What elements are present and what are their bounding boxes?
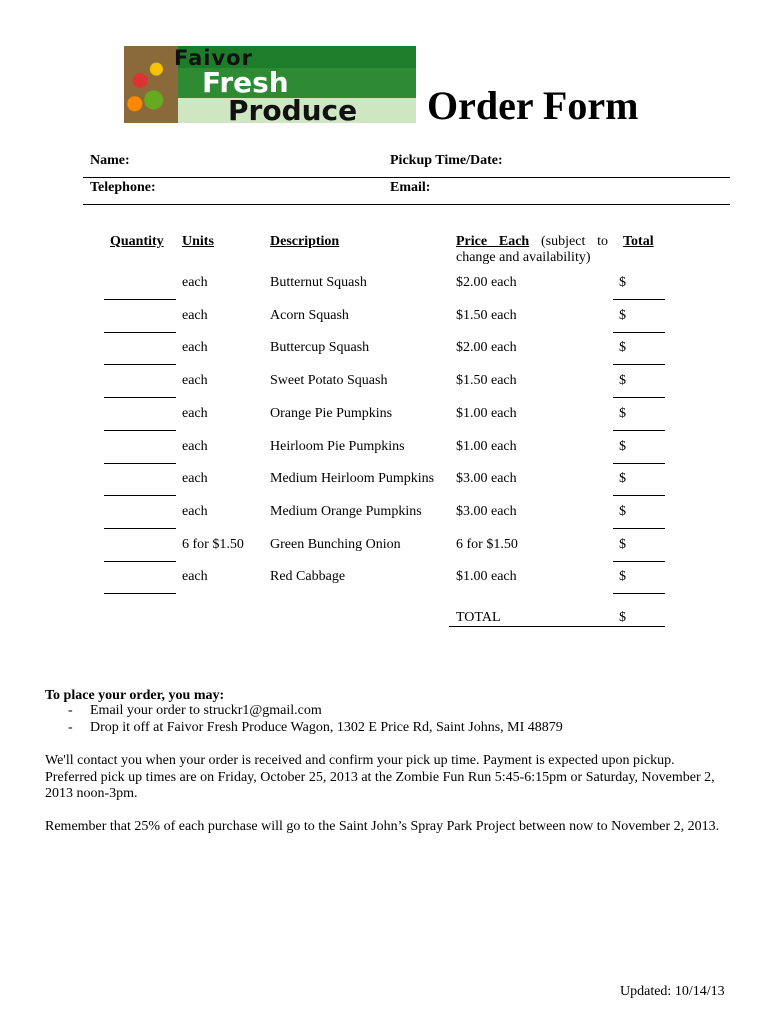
- total-input-line[interactable]: [613, 397, 665, 398]
- item-total: $: [619, 569, 626, 585]
- item-description: Green Bunching Onion: [270, 536, 401, 552]
- item-units: 6 for $1.50: [182, 536, 244, 552]
- item-description: Orange Pie Pumpkins: [270, 405, 393, 421]
- option-dropoff: - Drop it off at Faivor Fresh Produce Wagon, 1302 E Price Rd, Saint Johns, MI 48879: [45, 719, 563, 736]
- total-input-line[interactable]: [613, 593, 665, 594]
- name-field-line[interactable]: [83, 177, 730, 178]
- total-input-line[interactable]: [613, 561, 665, 562]
- total-input-line[interactable]: [613, 463, 665, 464]
- item-price: $3.00 each: [456, 503, 517, 519]
- pickup-label: Pickup Time/Date:: [390, 153, 503, 168]
- telephone-field-line[interactable]: [83, 204, 730, 205]
- item-description: Butternut Squash: [270, 275, 367, 290]
- item-price: $1.50 each: [456, 373, 517, 389]
- logo-text-faivor: Faivor: [174, 46, 253, 70]
- name-label: Name:: [90, 153, 130, 168]
- item-total: $: [619, 471, 626, 487]
- logo: [124, 46, 416, 123]
- total-input-line[interactable]: [613, 495, 665, 496]
- item-units: each: [182, 471, 208, 487]
- item-price: $1.50 each: [456, 307, 517, 323]
- item-price: $1.00 each: [456, 405, 517, 421]
- price-note: (subject to change and availability): [456, 234, 609, 265]
- item-price: $1.00 each: [456, 438, 517, 454]
- item-total: $: [619, 307, 626, 323]
- email-label: Email:: [390, 180, 431, 195]
- logo-text-fresh: Fresh: [202, 66, 289, 99]
- item-price: $1.00 each: [456, 569, 517, 585]
- quantity-input-line[interactable]: [104, 397, 176, 398]
- quantity-input-line[interactable]: [104, 430, 176, 431]
- item-description: Heirloom Pie Pumpkins: [270, 438, 405, 454]
- item-total: $: [619, 405, 626, 421]
- updated-date: Updated: 10/14/13: [620, 984, 725, 999]
- item-description: Acorn Squash: [270, 307, 349, 323]
- item-price: $2.00 each: [456, 275, 517, 290]
- item-total: $: [619, 536, 626, 552]
- contact-paragraph: We'll contact you when your order is received and confirm your pick up time. Payment is expected upon pickup. Preferred pick up times are on Friday, October 25, 2013 at the Zombie Fun Run 5:45-6:15pm or Saturday, November 2, 2013 noon-3pm.: [45, 753, 715, 801]
- logo-text-produce: Produce: [228, 94, 358, 123]
- item-total: $: [619, 438, 626, 454]
- telephone-label: Telephone:: [90, 180, 156, 195]
- item-description: Medium Orange Pumpkins: [270, 503, 422, 519]
- item-price: 6 for $1.50: [456, 536, 518, 552]
- price-header: [456, 234, 608, 266]
- page-title: Order Form: [427, 83, 639, 128]
- item-total: $: [619, 503, 626, 519]
- order-options-list: [45, 702, 563, 736]
- item-total: $: [619, 373, 626, 389]
- grand-total-line: [449, 626, 665, 627]
- grand-total-value: $: [619, 610, 626, 625]
- quantity-input-line[interactable]: [104, 364, 176, 365]
- instructions-heading: To place your order, you may:: [45, 688, 225, 703]
- quantity-input-line[interactable]: [104, 299, 176, 300]
- item-units: each: [182, 307, 208, 323]
- item-total: $: [619, 340, 626, 356]
- item-units: each: [182, 373, 208, 389]
- total-input-line[interactable]: [613, 364, 665, 365]
- item-price: $3.00 each: [456, 471, 517, 487]
- total-header: Total: [623, 234, 654, 249]
- item-price: $2.00 each: [456, 340, 517, 356]
- quantity-header: Quantity: [110, 234, 164, 249]
- total-input-line[interactable]: [613, 332, 665, 333]
- reminder-paragraph: Remember that 25% of each purchase will go to the Saint John’s Spray Park Project between now to November 2, 2013.: [45, 819, 720, 834]
- quantity-input-line[interactable]: [104, 528, 176, 529]
- units-header: Units: [182, 234, 214, 249]
- item-description: Sweet Potato Squash: [270, 373, 388, 389]
- quantity-input-line[interactable]: [104, 561, 176, 562]
- item-description: Red Cabbage: [270, 569, 346, 585]
- item-units: each: [182, 340, 208, 356]
- option-email: - Email your order to struckr1@gmail.com: [45, 702, 563, 719]
- quantity-input-line[interactable]: [104, 593, 176, 594]
- item-total: $: [619, 275, 626, 290]
- item-units: each: [182, 275, 208, 290]
- quantity-input-line[interactable]: [104, 495, 176, 496]
- total-input-line[interactable]: [613, 528, 665, 529]
- quantity-input-line[interactable]: [104, 332, 176, 333]
- total-input-line[interactable]: [613, 430, 665, 431]
- total-input-line[interactable]: [613, 299, 665, 300]
- produce-photo: [124, 46, 178, 123]
- description-header: Description: [270, 234, 340, 249]
- item-units: each: [182, 569, 208, 585]
- grand-total-label: TOTAL: [456, 610, 501, 625]
- price-each-label: Price Each: [456, 234, 530, 249]
- quantity-input-line[interactable]: [104, 463, 176, 464]
- item-description: Buttercup Squash: [270, 340, 370, 356]
- item-description: Medium Heirloom Pumpkins: [270, 471, 435, 487]
- item-units: each: [182, 503, 208, 519]
- item-units: each: [182, 405, 208, 421]
- item-units: each: [182, 438, 208, 454]
